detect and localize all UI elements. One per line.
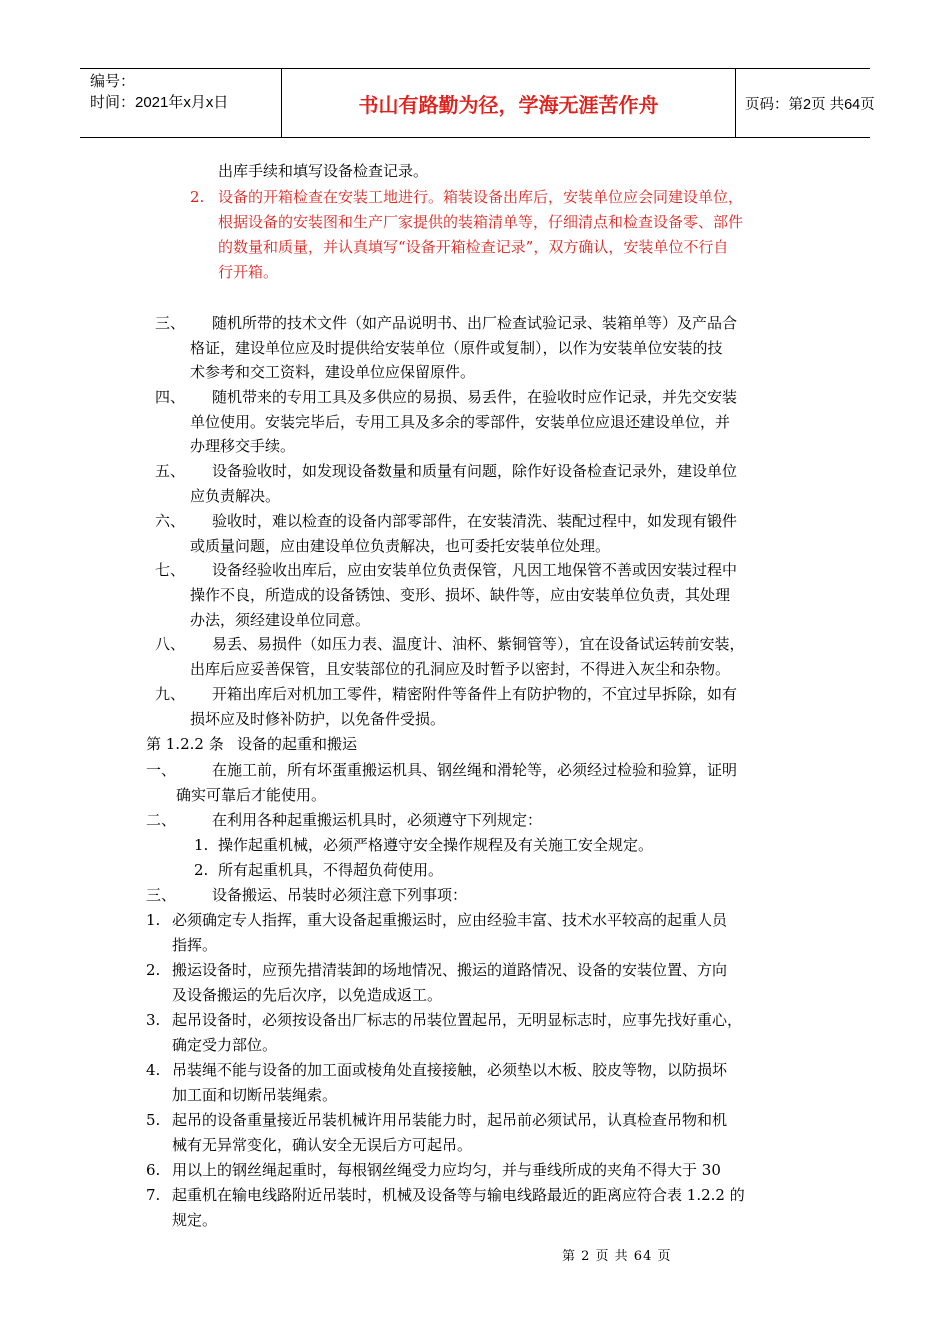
text-line: 及设备搬运的先后次序，以免造成返工。 <box>172 986 443 1004</box>
list-label: 七、 <box>155 561 186 579</box>
text-line: 指挥。 <box>172 936 218 954</box>
header-page-info: 页码：第2页 共64页 <box>745 96 875 113</box>
text-line: 设备经验收出库后，应由安装单位负责保管，凡因工地保管不善或因安装过程中 <box>212 561 738 579</box>
list-label: 一、 <box>146 761 177 779</box>
list-label: 九、 <box>155 685 186 703</box>
text-line: 单位使用。安装完毕后，专用工具及多余的零部件，安装单位应退还建设单位，并 <box>190 413 731 431</box>
page-header <box>80 68 875 138</box>
text-line: 设备验收时，如发现设备数量和质量有问题，除作好设备检查记录外，建设单位 <box>212 462 738 480</box>
text-line: 在施工前，所有坏蛋重搬运机具、钢丝绳和滑轮等，必须经过检验和验算，证明 <box>212 761 738 779</box>
text-line: 确实可靠后才能使用。 <box>176 786 327 804</box>
text-line: 必须确定专人指挥，重大设备起重搬运时，应由经验丰富、技术水平较高的起重人员 <box>172 911 728 929</box>
text-line: 在利用各种起重搬运机具时，必须遵守下列规定： <box>212 811 543 829</box>
text-line: 术参考和交工资料，建设单位应保留原件。 <box>190 363 476 381</box>
list-label: 五、 <box>155 462 186 480</box>
list-label: 三、 <box>146 886 177 904</box>
header-motto: 书山有路勤为径，学海无涯苦作舟 <box>282 69 736 137</box>
text-line: 开箱出库后对机加工零件，精密附件等备件上有防护物的，不宜过早拆除，如有 <box>212 685 738 703</box>
text-line: 操作不良，所造成的设备锈蚀、变形、损坏、缺件等，应由安装单位负责，其处理 <box>190 586 731 604</box>
text-line: 验收时，难以检查的设备内部零部件，在安装清洗、装配过程中，如发现有锻件 <box>212 512 738 530</box>
text-line: 吊装绳不能与设备的加工面或棱角处直接接触，必须垫以木板、胶皮等物，以防损坏 <box>172 1061 728 1079</box>
text-line: 规定。 <box>172 1211 218 1229</box>
text-line: 的数量和质量，并认真填写“设备开箱检查记录”，双方确认，安装单位不行自 <box>218 238 729 256</box>
text-line: 办法，须经建设单位同意。 <box>190 611 371 629</box>
list-label: 5. <box>146 1111 161 1129</box>
text-line: 设备的开箱检查在安装工地进行。箱装设备出库后，安装单位应会同建设单位， <box>218 188 744 206</box>
document-date-label: 时间：2021年x月x日 <box>90 94 229 111</box>
text-line: 确定受力部位。 <box>172 1036 278 1054</box>
list-label: 4. <box>146 1061 161 1079</box>
text-line: 出库后应妥善保管，且安装部位的孔洞应及时暂予以密封，不得进入灰尘和杂物。 <box>190 660 731 678</box>
list-label: 三、 <box>155 314 186 332</box>
list-label: 六、 <box>155 512 186 530</box>
list-label: 2. <box>194 861 209 879</box>
list-label: 6. <box>146 1161 161 1179</box>
text-line: 起重机在输电线路附近吊装时，机械及设备等与输电线路最近的距离应符合表 1.2.2 的 <box>172 1186 745 1204</box>
text-line: 出库手续和填写设备检查记录。 <box>218 162 429 180</box>
text-line: 或质量问题，应由建设单位负责解决，也可委托安装单位处理。 <box>190 537 611 555</box>
text-line: 根据设备的安装图和生产厂家提供的装箱清单等，仔细清点和检查设备零、部件 <box>218 213 744 231</box>
text-line: 格证，建设单位应及时提供给安装单位（原件或复制），以作为安装单位安装的技 <box>190 339 723 357</box>
list-label: 2. <box>190 188 205 206</box>
document-number-label: 编号： <box>90 73 136 90</box>
text-line: 所有起重机具，不得超负荷使用。 <box>218 861 444 879</box>
page-footer: 第 2 页 共 64 页 <box>562 1249 672 1264</box>
text-line: 损坏应及时修补防护，以免备件受损。 <box>190 710 446 728</box>
text-line: 随机所带的技术文件（如产品说明书、出厂检查试验记录、装箱单等）及产品合 <box>212 314 738 332</box>
text-line: 应负责解决。 <box>190 487 281 505</box>
list-label: 二、 <box>146 811 177 829</box>
text-line: 行开箱。 <box>218 263 279 281</box>
text-line: 易丢、易损件（如压力表、温度计、油杯、紫铜管等），宜在设备试运转前安装， <box>212 635 745 653</box>
list-label: 1. <box>194 836 209 854</box>
list-label: 1. <box>146 911 161 929</box>
text-line: 用以上的钢丝绳起重时，每根钢丝绳受力应均匀，并与垂线所成的夹角不得大于 30 <box>172 1161 721 1179</box>
list-label: 3. <box>146 1011 161 1029</box>
text-line: 搬运设备时，应预先措清装卸的场地情况、搬运的道路情况、设备的安装位置、方向 <box>172 961 728 979</box>
text-line: 设备搬运、吊装时必须注意下列事项： <box>212 886 468 904</box>
text-line: 起吊设备时，必须按设备出厂标志的吊装位置起吊，无明显标志时，应事先找好重心， <box>172 1011 743 1029</box>
text-line: 办理移交手续。 <box>190 437 296 455</box>
list-label: 八、 <box>155 635 186 653</box>
text-line: 械有无异常变化，确认安全无误后方可起吊。 <box>172 1136 473 1154</box>
section-label: 第 1.2.2 条 <box>146 735 224 753</box>
text-line: 加工面和切断吊装绳索。 <box>172 1086 338 1104</box>
text-line: 随机带来的专用工具及多供应的易损、易丢件，在验收时应作记录，并先交安装 <box>212 388 738 406</box>
section-title: 设备的起重和搬运 <box>237 735 358 753</box>
list-label: 7. <box>146 1186 161 1204</box>
list-label: 四、 <box>155 388 186 406</box>
header-meta-cell <box>80 69 282 137</box>
text-line: 操作起重机械，必须严格遵守安全操作规程及有关施工安全规定。 <box>218 836 654 854</box>
text-line: 起吊的设备重量接近吊装机械许用吊装能力时，起吊前必须试吊，认真检查吊物和机 <box>172 1111 728 1129</box>
list-label: 2. <box>146 961 161 979</box>
